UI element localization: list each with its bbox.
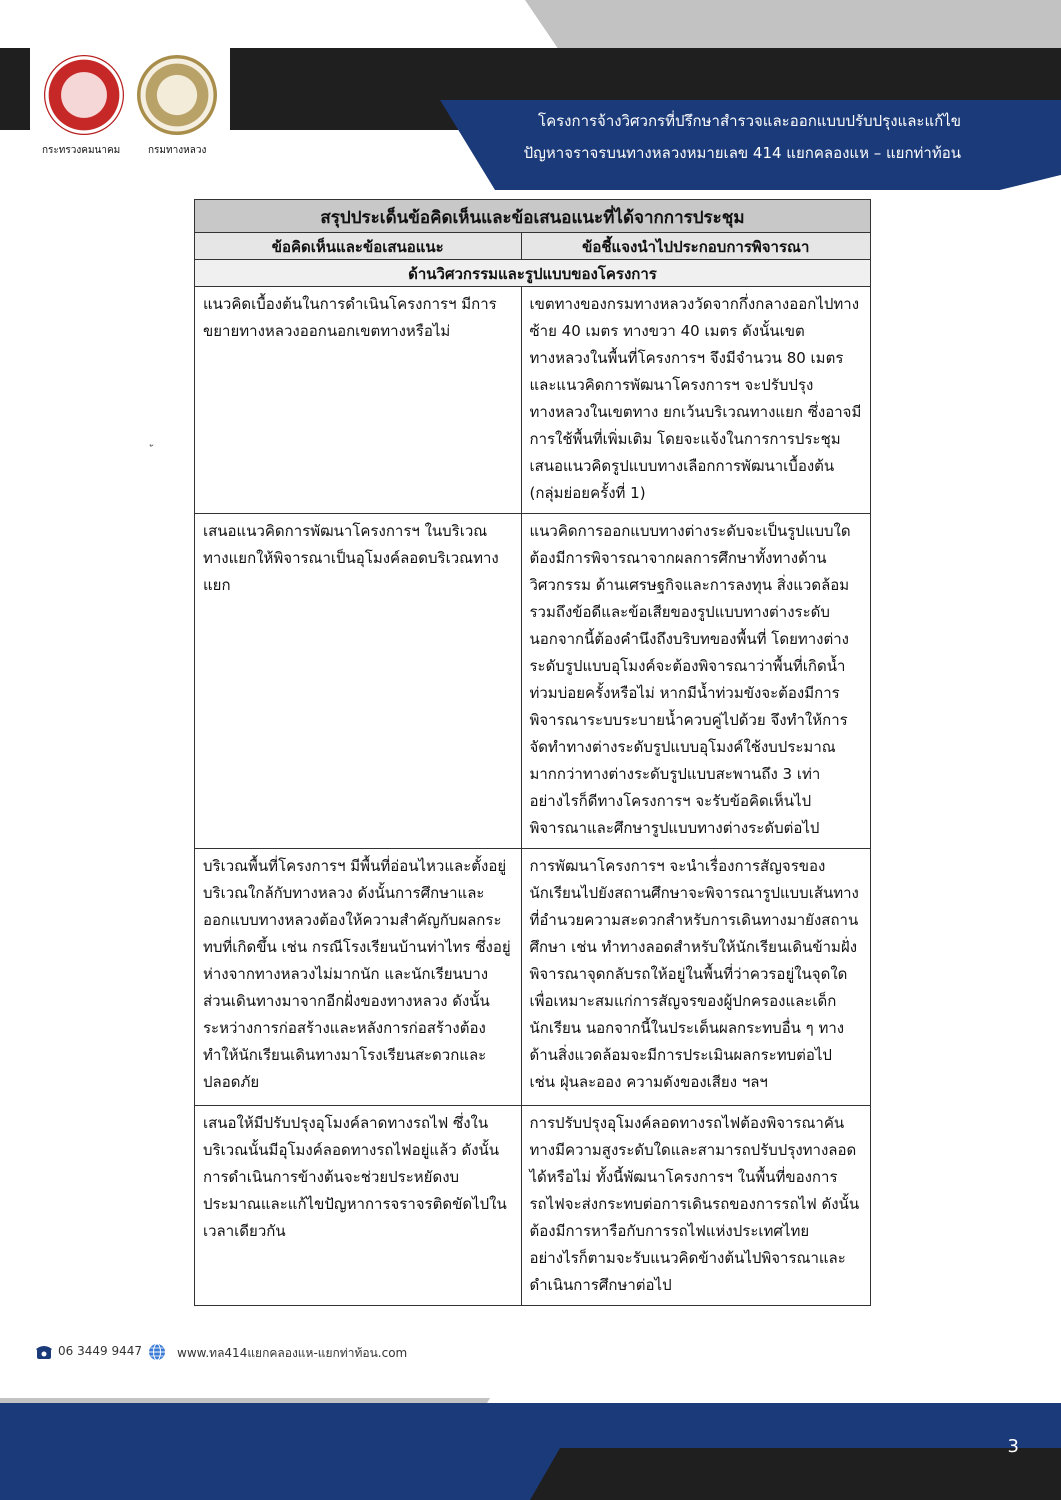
table-row [195, 1106, 871, 1306]
phone-icon [35, 1343, 53, 1361]
col1-header: ข้อคิดเห็นและข้อเสนอแนะ [195, 233, 522, 260]
footer-band [0, 1398, 1061, 1500]
comment-cell: แนวคิดเบื้องต้นในการดำเนินโครงการฯ มีการขยายทางหลวงออกนอกเขตทางหรือไม่ [195, 287, 522, 514]
comment-cell: เสนอแนวคิดการพัฒนาโครงการฯ ในบริเวณทางแยกให้พิจารณาเป็นอุโมงค์ลอดบริเวณทางแยก [195, 514, 522, 849]
ministry-seal-logo [44, 55, 124, 135]
website-link[interactable]: www.ทล414แยกคลองแห-แยกท่าท้อน.com [177, 1346, 408, 1360]
table-row [195, 514, 871, 849]
globe-icon [148, 1343, 166, 1361]
ministry-label: กระทรวงคมนาคม [42, 145, 121, 156]
response-cell: เขตทางของกรมทางหลวงวัดจากกึ่งกลางออกไปทางซ้าย 40 เมตร ทางขวา 40 เมตร ดังนั้นเขตทางหลวงในพื้นที่โครงการฯ จึงมีจำนวน 80 เมตร และแนวคิดการพัฒนาโครงการฯ จะปรับปรุงทางหลวงในเขตทาง ยกเว้นบริเวณทางแยก ซึ่งอาจมีการใช้พื้นที่เพิ่มเติม โดยจะแจ้งในการการประชุมเสนอแนวคิดรูปแบบทางเลือกการพัฒนาเบื้องต้น (กลุ่มย่อยครั้งที่ 1) [521, 287, 871, 514]
department-seal-logo [137, 55, 217, 135]
summary-table [194, 199, 871, 1306]
response-cell: การพัฒนาโครงการฯ จะนำเรื่องการสัญจรของนักเรียนไปยังสถานศึกษาจะพิจารณารูปแบบเส้นทางที่อำนวยความสะดวกสำหรับการเดินทางมายังสถานศึกษา เช่น ทำทางลอดสำหรับให้นักเรียนเดินข้ามฝั่ง พิจารณาจุดกลับรถให้อยู่ในพื้นที่ว่าควรอยู่ในจุดใดเพื่อเหมาะสมแก่การสัญจรของผู้ปกครองและเด็กนักเรียน นอกจากนี้ในประเด็นผลกระทบอื่น ๆ ทางด้านสิ่งแวดล้อมจะมีการประเมินผลกระทบต่อไป เช่น ฝุ่นละออง ความดังของเสียง ฯลฯ [521, 849, 871, 1106]
response-cell: แนวคิดการออกแบบทางต่างระดับจะเป็นรูปแบบใดต้องมีการพิจารณาจากผลการศึกษาทั้งทางด้านวิศวกรรม ด้านเศรษฐกิจและการลงทุน สิ่งแวดล้อม รวมถึงข้อดีและข้อเสียของรูปแบบทางต่างระดับ นอกจากนี้ต้องคำนึงถึงบริบทของพื้นที่ โดยทางต่างระดับรูปแบบอุโมงค์จะต้องพิจารณาว่าพื้นที่เกิดน้ำท่วมบ่อยครั้งหรือไม่ หากมีน้ำท่วมขังจะต้องมีการพิจารณาระบบระบายน้ำควบคู่ไปด้วย จึงทำให้การจัดทำทางต่างระดับรูปแบบอุโมงค์ใช้งบประมาณมากกว่าทางต่างระดับรูปแบบสะพานถึง 3 เท่า อย่างไรก็ดีทางโครงการฯ จะรับข้อคิดเห็นไปพิจารณาและศึกษารูปแบบทางต่างระดับต่อไป [521, 514, 871, 849]
project-title-line1: โครงการจ้างวิศวกรที่ปรึกษาสำรวจและออกแบบปรับปรุงและแก้ไข [538, 112, 961, 130]
comment-cell: เสนอให้มีปรับปรุงอุโมงค์ลาดทางรถไฟ ซึ่งในบริเวณนั้นมีอุโมงค์ลอดทางรถไฟอยู่แล้ว ดังนั้นการดำเนินการข้างต้นจะช่วยประหยัดงบประมาณและแก้ไขปัญหาการจราจรติดขัดไปในเวลาเดียวกัน [195, 1106, 522, 1306]
section-header: ด้านวิศวกรรมและรูปแบบของโครงการ [195, 260, 871, 287]
comment-cell: บริเวณพื้นที่โครงการฯ มีพื้นที่อ่อนไหวและตั้งอยู่บริเวณใกล้กับทางหลวง ดังนั้นการศึกษาและออกแบบทางหลวงต้องให้ความสำคัญกับผลกระทบที่เกิดขึ้น เช่น กรณีโรงเรียนบ้านท่าไทร ซึ่งอยู่ห่างจากทางหลวงไม่มากนัก และนักเรียนบางส่วนเดินทางมาจากอีกฝั่งของทางหลวง ดังนั้นระหว่างการก่อสร้างและหลังการก่อสร้างต้องทำให้นักเรียนเดินทางมาโรงเรียนสะดวกและปลอดภัย [195, 849, 522, 1106]
table-title: สรุปประเด็นข้อคิดเห็นและข้อเสนอแนะที่ได้จากการประชุม [195, 200, 871, 233]
table-row [195, 849, 871, 1106]
response-cell: การปรับปรุงอุโมงค์ลอดทางรถไฟต้องพิจารณาคันทางมีความสูงระดับใดและสามารถปรับปรุงทางลอดได้หรือไม่ ทั้งนี้พัฒนาโครงการฯ ในพื้นที่ของการรถไฟจะส่งกระทบต่อการเดินรถของการรถไฟ ดังนั้นต้องมีการหารือกับการรถไฟแห่งประเทศไทย อย่างไรก็ตามจะรับแนวคิดข้างต้นไปพิจารณาและดำเนินการศึกษาต่อไป [521, 1106, 871, 1306]
table-row [195, 287, 871, 514]
page-number: 3 [1007, 1436, 1019, 1457]
col2-header: ข้อชี้แจงนำไปประกอบการพิจารณา [521, 233, 871, 260]
project-title [524, 105, 961, 169]
department-label: กรมทางหลวง [148, 145, 207, 156]
project-title-line2: ปัญหาจราจรบนทางหลวงหมายเลข 414 แยกคลองแห – แยกท่าท้อน [523, 144, 961, 162]
phone-number: 06 3449 9447 [58, 1344, 142, 1358]
